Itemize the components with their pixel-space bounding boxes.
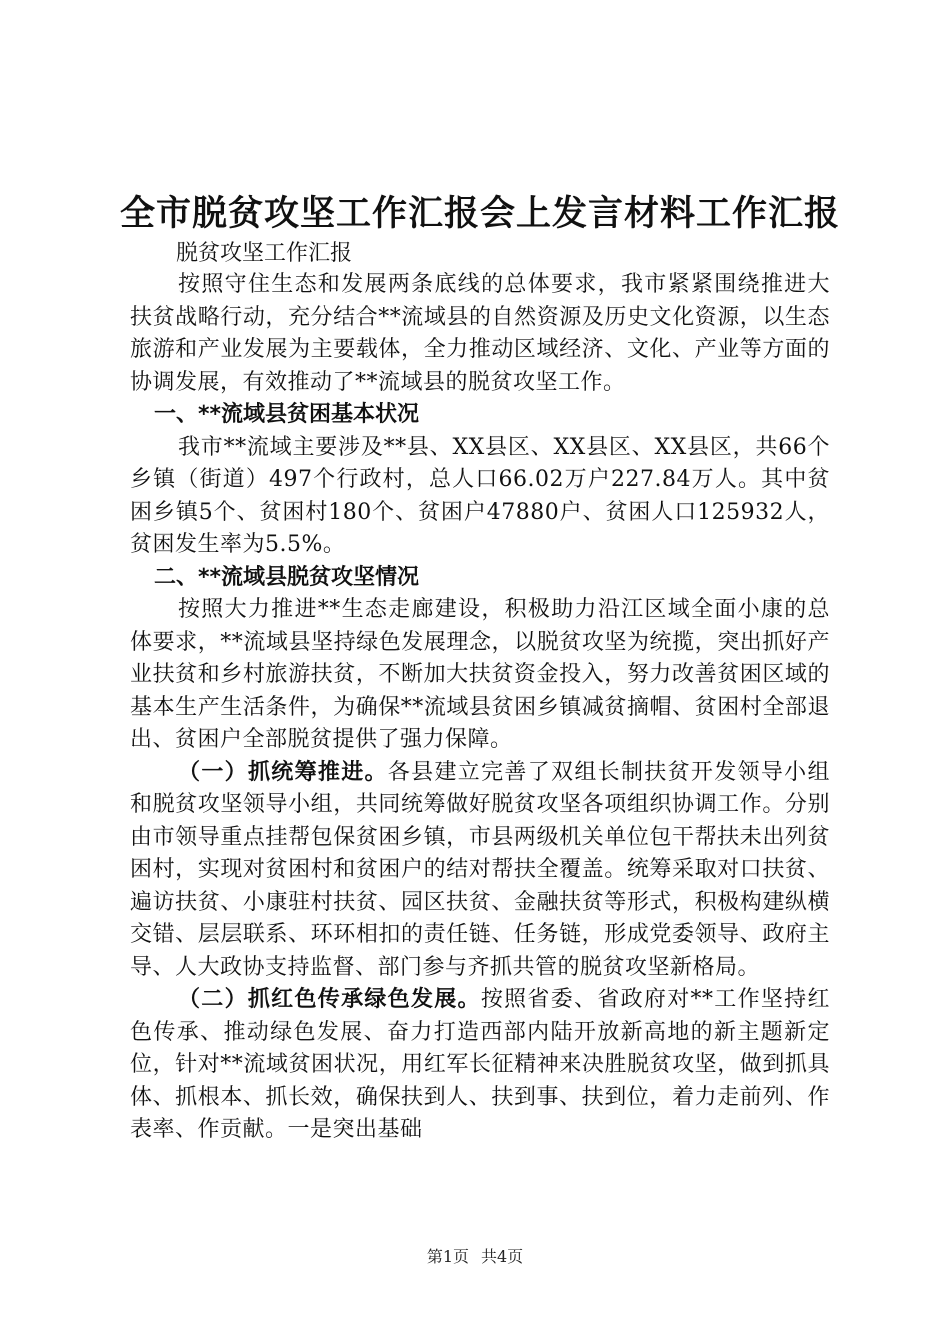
document-title: 全市脱贫攻坚工作汇报会上发言材料工作汇报 xyxy=(119,193,840,234)
item-2-paragraph xyxy=(130,984,830,1147)
item-2-text: 按照省委、省政府对**工作坚持红色传承、推动绿色发展、奋力打造西部内陆开放新高地的新主题新定位，针对**流域贫困状况，用红军长征精神来决胜脱贫攻坚，做到抓具体、抓根本、抓长效，确保扶到人、扶到事、扶到位，着力走前列、作表率、作贡献。一是突出基础 xyxy=(130,987,830,1142)
document-subtitle: 脱贫攻坚工作汇报 xyxy=(176,241,353,266)
item-1-paragraph xyxy=(130,757,830,985)
page-footer xyxy=(0,1244,950,1267)
section-2-paragraph: 按照大力推进**生态走廊建设，积极助力沿江区域全面小康的总体要求，**流域县坚持绿色发展理念，以脱贫攻坚为统揽，突出抓好产业扶贫和乡村旅游扶贫，不断加大扶贫资金投入，努力改善贫困区域的基本生产生活条件，为确保**流域县贫困乡镇减贫摘帽、贫困村全部退出、贫困户全部脱贫提供了强力保障。 xyxy=(130,597,830,752)
document-body xyxy=(119,190,840,1147)
intro-paragraph: 按照守住生态和发展两条底线的总体要求，我市紧紧围绕推进大扶贫战略行动，充分结合**流域县的自然资源及历史文化资源，以生态旅游和产业发展为主要载体，全力推动区域经济、文化、产业等方面的协调发展，有效推动了**流域县的脱贫攻坚工作。 xyxy=(130,272,830,395)
section-1-paragraph: 我市**流域主要涉及**县、XX县区、XX县区、XX县区，共66个乡镇（街道）497个行政村，总人口66.02万户227.84万人。其中贫困乡镇5个、贫困村180个、贫困户47880户、贫困人口125932人，贫困发生率为5.5%。 xyxy=(130,434,830,557)
item-1-text: 各县建立完善了双组长制扶贫开发领导小组和脱贫攻坚领导小组，共同统筹做好脱贫攻坚各项组织协调工作。分别由市领导重点挂帮包保贫困乡镇，市县两级机关单位包干帮扶未出列贫困村，实现对贫困村和贫困户的结对帮扶全覆盖。统筹采取对口扶贫、遍访扶贫、小康驻村扶贫、园区扶贫、金融扶贫等形式，积极构建纵横交错、层层联系、环环相扣的责任链、任务链，形成党委领导、政府主导、人大政协支持监督、部门参与齐抓共管的脱贫攻坚新格局。 xyxy=(130,759,830,980)
item-2-lead: （二）抓红色传承绿色发展。 xyxy=(178,987,481,1012)
section-heading-1: 一、**流域县贫困基本状况 xyxy=(154,402,420,427)
page-number: 第1页 xyxy=(426,1247,469,1266)
page-total: 共4页 xyxy=(481,1247,524,1266)
item-1-lead: （一）抓统筹推进。 xyxy=(178,759,388,785)
section-heading-2: 二、**流域县脱贫攻坚情况 xyxy=(154,564,420,590)
